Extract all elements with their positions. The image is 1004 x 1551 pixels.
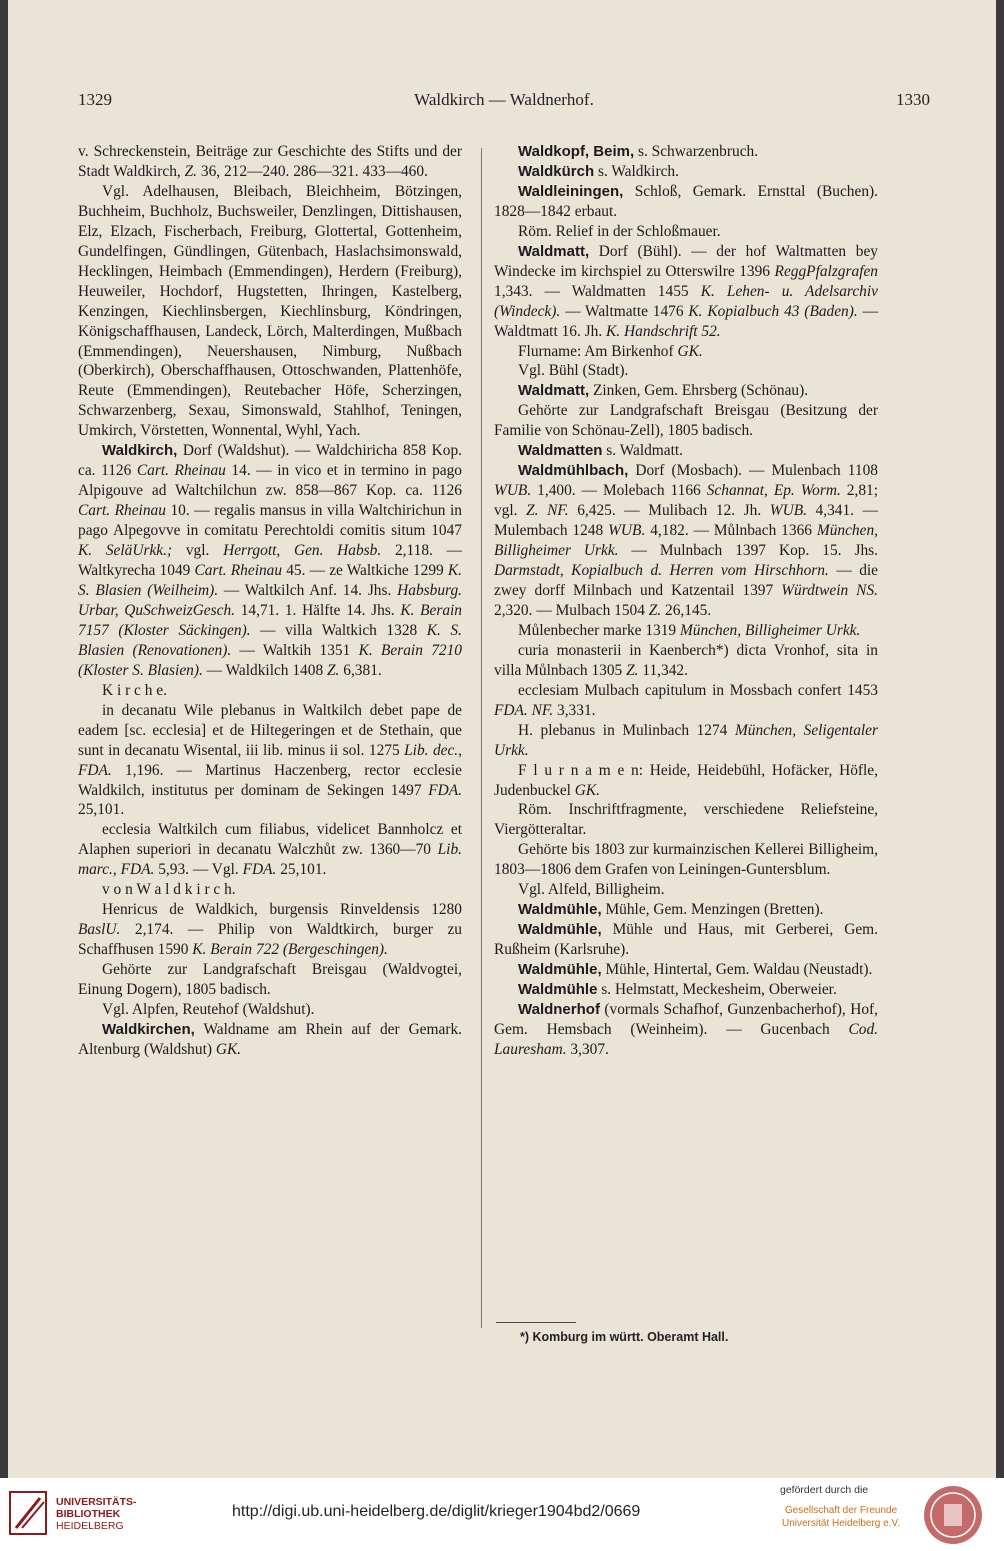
paragraph: Waldmatt, Zinken, Gem. Ehrsberg (Schönau). — [518, 382, 809, 400]
paragraph: v. Schreckenstein, Beiträge zur Geschichte des Stifts und der Stadt Waldkirch, Z. 36, 212—240. 286—321. 433—460. — [78, 143, 462, 180]
paragraph: Waldleiningen, Schloß, Gemark. Ernsttal (Buchen). 1828—1842 erbaut. — [494, 182, 878, 220]
paragraph: H. plebanus in Mulinbach 1274 München, Seligentaler Urkk. — [494, 721, 879, 759]
paragraph: Gehörte zur Landgrafschaft Breisgau (Waldvogtei, Einung Dogern), 1805 badisch. — [78, 961, 462, 999]
page-number-right: 1330 — [896, 90, 930, 109]
paragraph: Vgl. Alfeld, Billigheim. — [518, 881, 665, 899]
paragraph: Waldmatt, Dorf (Bühl). — der hof Waltmatten bey Windecke im kirchspiel zu Otterswilre 1396 ReggPfalzgrafen 1,343. — Waldmatten 1455 K. Lehen- u. Adelsarchiv (Windeck). — Waltmatte 1476 K. Kopialbuch 43 (Baden). — Waldtmatt 16. Jh. K. Handschrift 52. — [494, 242, 878, 340]
paragraph: Vgl. Bühl (Stadt). — [518, 362, 629, 380]
scanned-page — [8, 0, 996, 1478]
left-column — [78, 142, 462, 1060]
paragraph: Waldnerhof (vormals Schafhof, Gunzenbacherhof), Hof, Gem. Hemsbach (Weinheim). — Gucenbach Cod. Lauresham. 3,307. — [494, 1000, 878, 1058]
paragraph: curia monasterii in Kaenberch*) dicta Vronhof, sita in villa Můlnbach 1305 Z. 11,342. — [494, 641, 878, 679]
sponsor-caption: gefördert durch die — [780, 1484, 869, 1496]
paragraph: Röm. Inschriftfragmente, verschiedene Reliefsteine, Viergötteraltar. — [494, 801, 878, 839]
paragraph: v o n W a l d k i r c h. — [102, 881, 236, 899]
paragraph: Röm. Relief in der Schloßmauer. — [518, 222, 721, 240]
paragraph: ecclesiam Mulbach capitulum in Mossbach confert 1453 FDA. NF. 3,331. — [494, 681, 878, 719]
paragraph: Gehörte zur Landgrafschaft Breisgau (Besitzung der Familie von Schönau-Zell), 1805 badisch. — [494, 402, 878, 440]
paragraph: Waldmatten s. Waldmatt. — [518, 442, 684, 460]
paragraph: Waldmühle, Mühle und Haus, mit Gerberei, Gem. Rußheim (Karlsruhe). — [494, 921, 878, 959]
running-head — [78, 90, 930, 114]
paragraph: F l u r n a m e n: Heide, Heidebühl, Hofäcker, Höfle, Judenbuckel GK. — [494, 761, 878, 799]
column-divider — [481, 148, 482, 1328]
paragraph: Gehörte bis 1803 zur kurmainzischen Kellerei Billigheim, 1803—1806 dem Grafen von Leiningen-Guntersblum. — [494, 841, 878, 879]
sponsor-name: Gesellschaft der Freunde Universität Heidelberg e.V. — [781, 1505, 901, 1529]
paragraph: Waldkürch s. Waldkirch. — [518, 162, 679, 180]
paragraph: in decanatu Wile plebanus in Waltkilch debet pape de eadem [sc. ecclesia] et de Hiltegeringen et de Stethain, que sunt in decanatu Wisental, iii lib. minus ii sol. 1275 Lib. dec., FDA. 1,196. — Martinus Haczenberg, rector ecclesie Waldkilch, institutus per dominam de Sekingen 1497 FDA. 25,101. — [78, 701, 463, 819]
paragraph: Waldmühlbach, Dorf (Mosbach). — Mulenbach 1108 WUB. 1,400. — Molebach 1166 Schannat, Ep. Worm. 2,81; vgl. Z. NF. 6,425. — Mulibach 12. Jh. WUB. 4,341. — Mulembach 1248 WUB. 4,182. — Můlnbach 1366 München, Billigheimer Urkk. — Mulnbach 1397 Kop. 15. Jhs. Darmstadt, Kopialbuch d. Herren vom Hirschhorn. — die zwey dorff Milnbach und Katzentail 1397 Würdtwein NS. 2,320. — Mulbach 1504 Z. 26,145. — [494, 462, 879, 619]
footnote: *) Komburg im württ. Oberamt Hall. — [520, 1330, 729, 1344]
library-name: UNIVERSITÄTS- BIBLIOTHEK HEIDELBERG — [56, 1496, 137, 1532]
permalink-url[interactable]: http://digi.ub.uni-heidelberg.de/diglit/krieger1904bd2/0669 — [232, 1503, 641, 1520]
right-column — [494, 142, 878, 1060]
running-title: Waldkirch — Waldnerhof. — [414, 90, 594, 109]
library-logo-icon — [8, 1490, 48, 1536]
paragraph: Waldkirchen, Waldname am Rhein auf der Gemark. Altenburg (Waldshut) GK. — [78, 1020, 462, 1058]
university-seal-icon — [922, 1484, 984, 1546]
paragraph: Waldmühle s. Helmstatt, Meckesheim, Oberweier. — [518, 981, 837, 999]
paragraph: K i r c h e. — [102, 681, 167, 699]
paragraph: Můlenbecher marke 1319 München, Billigheimer Urkk. — [518, 621, 861, 639]
paragraph: Flurname: Am Birkenhof GK. — [518, 342, 703, 360]
footnote-rule — [496, 1322, 576, 1323]
paragraph: Waldmühle, Mühle, Hintertal, Gem. Waldau (Neustadt). — [518, 961, 873, 979]
paragraph: Waldkopf, Beim, s. Schwarzenbruch. — [518, 143, 759, 160]
paragraph: ecclesia Waltkilch cum filiabus, videlicet Bannholcz et Alaphen superiori in decanatu Walczhůt zw. 1360—70 Lib. marc., FDA. 5,93. — Vgl. FDA. 25,101. — [78, 821, 462, 879]
paragraph: Waldmühle, Mühle, Gem. Menzingen (Bretten). — [518, 901, 824, 919]
paragraph: Vgl. Alpfen, Reutehof (Waldshut). — [102, 1000, 315, 1018]
paragraph: Vgl. Adelhausen, Bleibach, Bleichheim, Bötzingen, Buchheim, Buchholz, Buchsweiler, Denzlingen, Dittishausen, Elz, Elzach, Fischerbach, Freiburg, Glottertal, Gottenheim, Gundelfingen, Gündlingen, Gütenbach, Haslachsimonswald, Hecklingen, Heimbach (Emmendingen), Herdern (Freiburg), Heuweiler, Hochdorf, Hugstetten, Ihringen, Kastelberg, Kenzingen, Kiechlinsbergen, Kiechlinsburg, Köndringen, Königschaffhausen, Landeck, Lörch, Malterdingen, Mußbach (Emmendingen), Neuershausen, Nimburg, Nußbach (Oberkirch), Oberschaffhausen, Ottoschwanden, Plattenhöfe, Reute (Emmendingen), Reutebacher Höfe, Scherzingen, Schwarzenberg, Sexau, Simonswald, Stahlhof, Teningen, Umkirch, Vörstetten, Wonnental, Wyhl, Yach. — [78, 182, 462, 440]
page-number-left: 1329 — [78, 90, 112, 109]
paragraph: Waldkirch, Dorf (Waldshut). — Waldchiricha 858 Kop. ca. 1126 Cart. Rheinau 14. — in vico et in termino in pago Alpigouve ad Waltchilchun zw. 858—867 Kop. ca. 1126 Cart. Rheinau 10. — regalis mansus in villa Waltchirichun in pago Alpegovve in comitatu Perechtoldi comitis situm 1047 K. SeläUrkk.; vgl. Herrgott, Gen. Habsb. 2,118. — Waltkyrecha 1049 Cart. Rheinau 45. — ze Waltkiche 1299 K. S. Blasien (Weilheim). — Waltkilch Anf. 14. Jhs. Habsburg. Urbar, QuSchweizGesch. 14,71. 1. Hälfte 14. Jhs. K. Berain 7157 (Kloster Säckingen). — villa Waltkich 1328 K. S. Blasien (Renovationen). — Waltkih 1351 K. Berain 7210 (Kloster S. Blasien). — Waldkilch 1408 Z. 6,381. — [78, 442, 463, 679]
paragraph: Henricus de Waldkich, burgensis Rinveldensis 1280 BaslU. 2,174. — Philip von Waldtkirch, burger zu Schaffhusen 1590 K. Berain 722 (Bergeschingen). — [78, 901, 462, 959]
viewer-footer — [0, 1478, 1004, 1551]
